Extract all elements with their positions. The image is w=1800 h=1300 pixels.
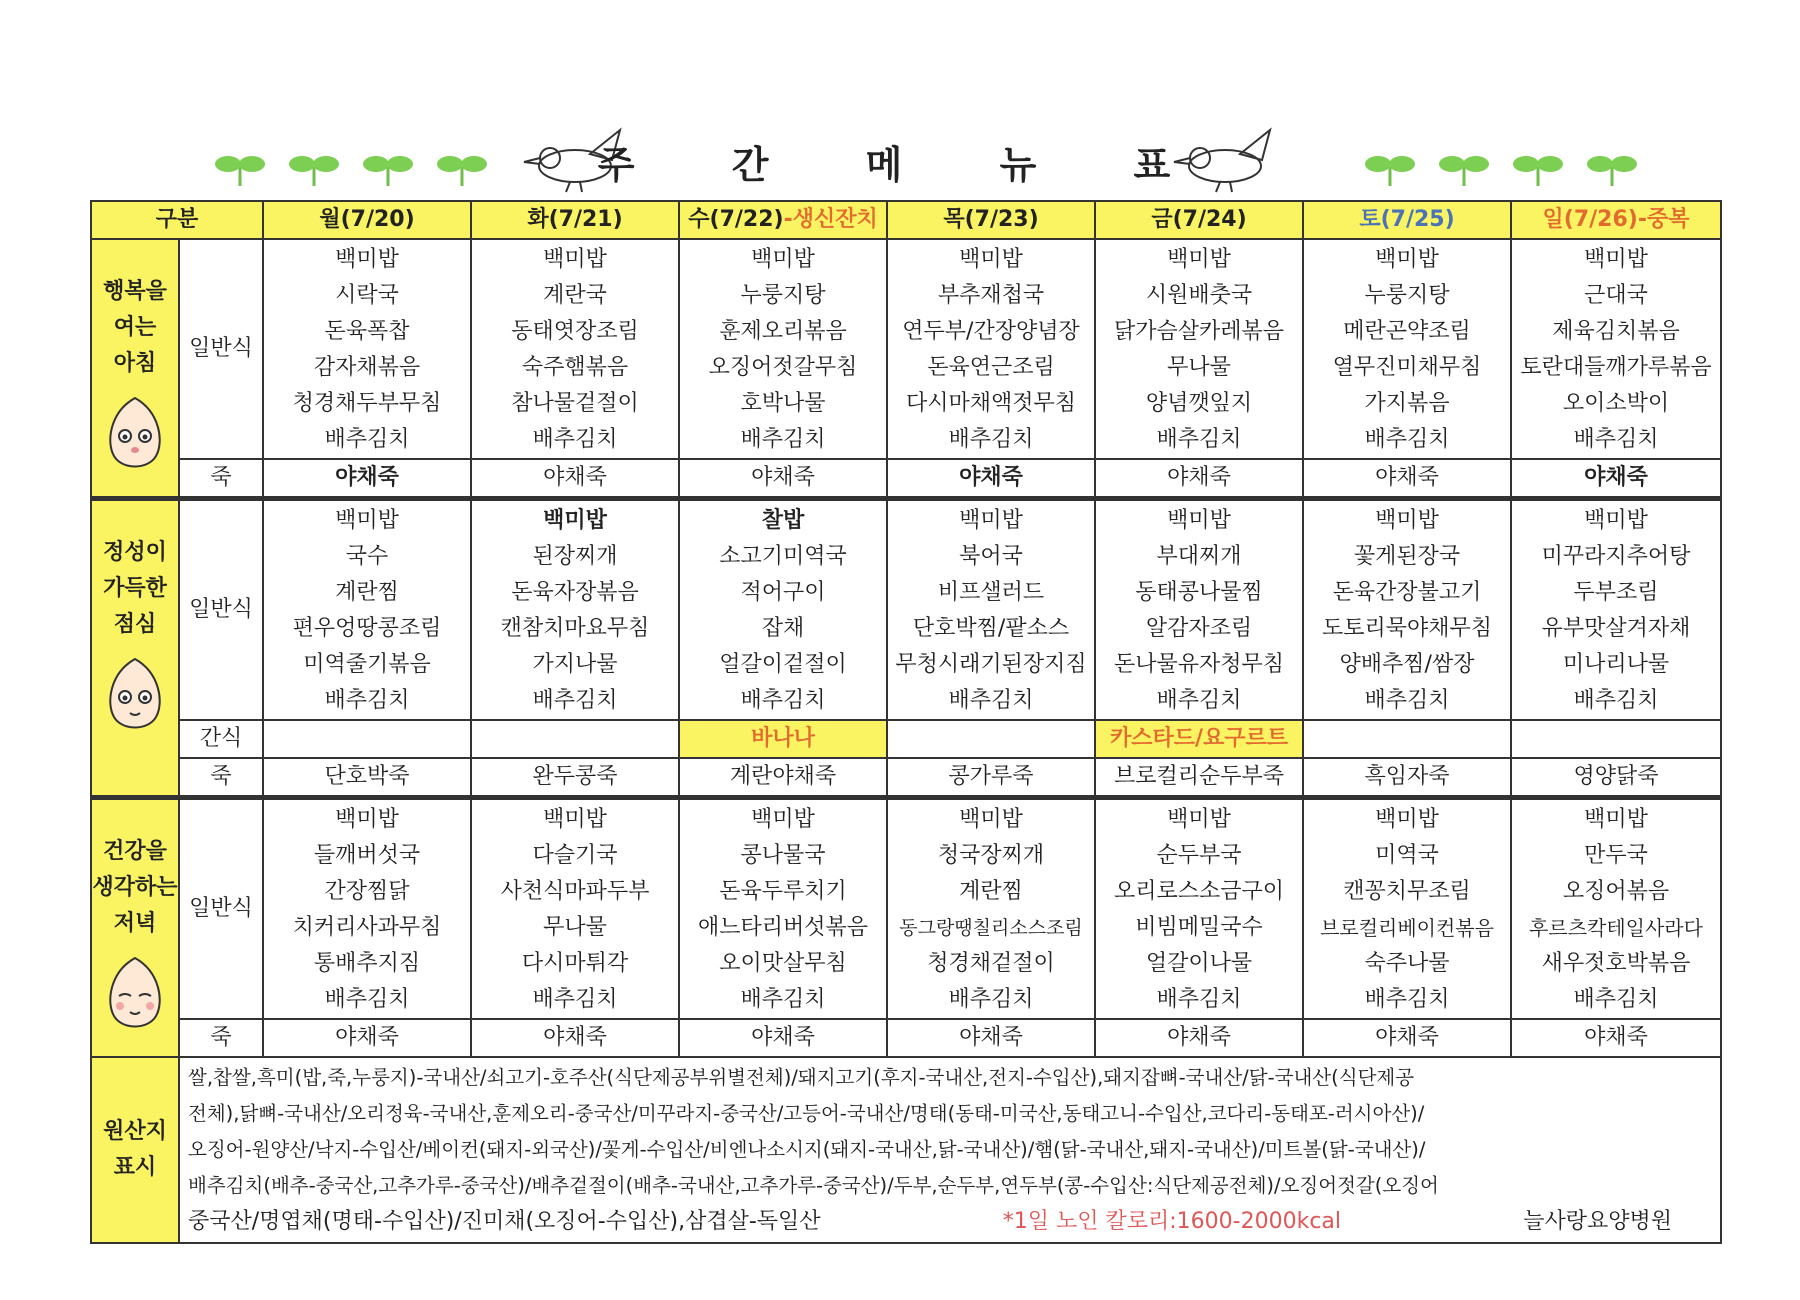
menu-item: 후르츠칵테일사라다 — [1529, 916, 1703, 940]
menu-item: 도토리묵야채무침 — [1322, 616, 1493, 641]
menu-item: 동그랑땡칠리소스조림 — [899, 917, 1083, 939]
lunch-juk-sat: 흑임자죽 — [1303, 758, 1511, 798]
sprout-decoration-right — [1360, 148, 1642, 188]
day-label: 토(7/25) — [1359, 207, 1455, 232]
meal-label-line: 여는 — [113, 315, 157, 340]
menu-item: 동태엿장조림 — [511, 319, 639, 344]
menu-item: 사천식마파두부 — [500, 879, 650, 904]
menu-item: 배추김치 — [532, 688, 618, 713]
menu-item: 백미밥 — [751, 247, 815, 272]
menu-item: 편우엉땅콩조림 — [292, 616, 442, 641]
meal-label-line: 가득한 — [103, 576, 167, 601]
menu-item: 백미밥 — [335, 508, 399, 533]
breakfast-juk-sun: 야채죽 — [1511, 459, 1721, 499]
dinner-fri — [1095, 798, 1303, 1020]
menu-item: 배추김치 — [532, 987, 618, 1012]
lunch-juk-thu: 콩가루죽 — [887, 758, 1095, 798]
menu-item: 백미밥 — [959, 247, 1023, 272]
snack-fri: 카스타드/요구르트 — [1095, 720, 1303, 758]
menu-item: 호박나물 — [740, 391, 826, 416]
juk-label: 죽 — [179, 758, 263, 798]
meal-label-line: 정성이 — [103, 540, 167, 565]
menu-item: 토란대들깨가루볶음 — [1520, 355, 1712, 380]
menu-item: 찰밥 — [761, 508, 805, 533]
day-header-sun — [1511, 201, 1721, 239]
lunch-mon — [263, 499, 471, 721]
breakfast-juk-tue: 야채죽 — [471, 459, 679, 499]
menu-item: 두부조림 — [1573, 580, 1659, 605]
menu-item: 배추김치 — [1573, 688, 1659, 713]
menu-item: 배추김치 — [1364, 688, 1450, 713]
day-header-fri — [1095, 201, 1303, 239]
menu-item: 백미밥 — [543, 508, 607, 533]
day-label: 금(7/24) — [1151, 207, 1247, 232]
menu-item: 알감자조림 — [1145, 616, 1253, 641]
day-label: 수(7/22) — [688, 207, 784, 232]
menu-item: 된장찌개 — [532, 544, 618, 569]
day-header-tue — [471, 201, 679, 239]
menu-item: 오리로스소금구이 — [1114, 879, 1285, 904]
day-header-mon — [263, 201, 471, 239]
meal-label-line: 아침 — [113, 351, 157, 376]
menu-item: 백미밥 — [1167, 807, 1231, 832]
category-header: 구분 — [91, 201, 263, 239]
juk-label: 죽 — [179, 1019, 263, 1057]
menu-item: 양념깻잎지 — [1145, 391, 1253, 416]
origin-footer — [188, 1204, 1712, 1240]
menu-item: 백미밥 — [543, 807, 607, 832]
menu-item: 무청시래기된장지짐 — [895, 652, 1087, 677]
breakfast-juk-fri: 야채죽 — [1095, 459, 1303, 499]
sprout-icon — [1582, 148, 1642, 188]
calorie-note: *1일 노인 칼로리:1600-2000kcal — [1002, 1209, 1342, 1234]
menu-item: 단호박찜/팥소스 — [912, 616, 1070, 641]
dinner-juk-fri: 야채죽 — [1095, 1019, 1303, 1057]
menu-item: 들깨버섯국 — [313, 843, 421, 868]
day-header-wed — [679, 201, 887, 239]
snack-thu — [887, 720, 1095, 758]
dinner-thu — [887, 798, 1095, 1020]
lunch-general-row — [91, 499, 1721, 721]
menu-item: 소고기미역국 — [719, 544, 847, 569]
origin-line: 배추김치(배추-중국산,고추가루-중국산)/배추겉절이(배추-국내산,고추가루-중국산)/두부,순두부,연두부(콩-수입산:식단제공전체)/오징어젓갈(오징어 — [188, 1174, 1439, 1197]
menu-item: 비빔메밀국수 — [1135, 915, 1263, 940]
dinner-juk-thu: 야채죽 — [887, 1019, 1095, 1057]
menu-item: 배추김치 — [1573, 427, 1659, 452]
menu-item: 배추김치 — [1364, 987, 1450, 1012]
menu-item: 청경채겉절이 — [927, 951, 1055, 976]
menu-item: 돈나물유자청무침 — [1114, 652, 1285, 677]
menu-item: 배추김치 — [948, 987, 1034, 1012]
menu-item: 시락국 — [335, 283, 399, 308]
dinner-mon — [263, 798, 471, 1020]
menu-item: 치커리사과무침 — [292, 915, 442, 940]
menu-item: 북어국 — [959, 544, 1023, 569]
origin-line: 오징어-원양산/낙지-수입산/베이컨(돼지-외국산)/꽃게-수입산/비엔나소시지(돼지-국내산,닭-국내산)/햄(닭-국내산,돼지-국내산)/미트볼(닭-국내산)/ — [188, 1138, 1426, 1161]
menu-item: 감자채볶음 — [313, 355, 421, 380]
menu-item: 미역줄기볶음 — [303, 652, 431, 677]
lunch-tue — [471, 499, 679, 721]
origin-line: 쌀,찹쌀,흑미(밥,죽,누룽지)-국내산/쇠고기-호주산(식단제공부위별전체)/돼지고기(후지-국내산,전지-수입산),돼지잡뼈-국내산/닭-국내산(식단제공 — [188, 1066, 1415, 1089]
dinner-juk-sun: 야채죽 — [1511, 1019, 1721, 1057]
origin-line: 중국산/명엽채(명태-수입산)/진미채(오징어-수입산),삼겹살-독일산 — [188, 1209, 821, 1234]
menu-item: 브로컬리베이컨볶음 — [1320, 916, 1494, 940]
menu-item: 백미밥 — [1584, 508, 1648, 533]
menu-item: 콩나물국 — [740, 843, 826, 868]
dinner-sat — [1303, 798, 1511, 1020]
menu-item: 배추김치 — [948, 427, 1034, 452]
weekly-menu-table — [90, 200, 1722, 1244]
day-header-sat — [1303, 201, 1511, 239]
menu-item: 배추김치 — [1156, 987, 1242, 1012]
breakfast-general-row — [91, 239, 1721, 459]
breakfast-juk-mon: 야채죽 — [263, 459, 471, 499]
menu-item: 배추김치 — [1156, 427, 1242, 452]
menu-item: 적어구이 — [740, 580, 826, 605]
menu-item: 백미밥 — [959, 508, 1023, 533]
general-meal-label: 일반식 — [179, 798, 263, 1020]
menu-item: 무나물 — [543, 915, 607, 940]
snack-sun — [1511, 720, 1721, 758]
menu-item: 백미밥 — [1375, 508, 1439, 533]
snack-label: 간식 — [179, 720, 263, 758]
menu-item: 얼갈이겉절이 — [719, 652, 847, 677]
menu-item: 오징어볶음 — [1562, 879, 1670, 904]
juk-label: 죽 — [179, 459, 263, 499]
menu-item: 통배추지짐 — [313, 951, 421, 976]
menu-item: 근대국 — [1584, 283, 1648, 308]
lunch-sat — [1303, 499, 1511, 721]
breakfast-wed — [679, 239, 887, 459]
menu-item: 다시마채액젓무침 — [906, 391, 1077, 416]
breakfast-fri — [1095, 239, 1303, 459]
sprout-icon — [1434, 148, 1494, 188]
menu-item: 계란찜 — [959, 879, 1023, 904]
menu-item: 돈육폭찹 — [324, 319, 410, 344]
menu-item: 무나물 — [1167, 355, 1231, 380]
menu-item: 오징어젓갈무침 — [708, 355, 858, 380]
menu-item: 백미밥 — [543, 247, 607, 272]
menu-item: 돈육간장불고기 — [1332, 580, 1482, 605]
menu-item: 배추김치 — [948, 688, 1034, 713]
breakfast-sun — [1511, 239, 1721, 459]
menu-item: 애느타리버섯볶음 — [698, 915, 869, 940]
menu-item: 메란곤약조림 — [1343, 319, 1471, 344]
breakfast-juk-thu: 야채죽 — [887, 459, 1095, 499]
menu-item: 누룽지탕 — [1364, 283, 1450, 308]
snack-sat — [1303, 720, 1511, 758]
menu-item: 숙주나물 — [1364, 951, 1450, 976]
menu-item: 순두부국 — [1156, 843, 1242, 868]
menu-item: 돈육두루치기 — [719, 879, 847, 904]
breakfast-mon — [263, 239, 471, 459]
day-label: 목(7/23) — [943, 207, 1039, 232]
menu-item: 배추김치 — [324, 427, 410, 452]
menu-item: 배추김치 — [532, 427, 618, 452]
menu-item: 제육김치볶음 — [1552, 319, 1680, 344]
special-event-label: -중복 — [1637, 207, 1690, 232]
menu-item: 얼갈이나물 — [1145, 951, 1253, 976]
menu-item: 배추김치 — [740, 987, 826, 1012]
menu-item: 닭가슴살카레볶음 — [1114, 319, 1285, 344]
breakfast-label — [91, 239, 179, 499]
menu-item: 가지볶음 — [1364, 391, 1450, 416]
lunch-label — [91, 499, 179, 798]
breakfast-tue — [471, 239, 679, 459]
dinner-juk-mon: 야채죽 — [263, 1019, 471, 1057]
peach-character-icon — [100, 653, 170, 733]
menu-item: 다시마튀각 — [521, 951, 629, 976]
breakfast-juk-sat: 야채죽 — [1303, 459, 1511, 499]
origin-info — [179, 1057, 1721, 1243]
peach-character-icon — [100, 392, 170, 472]
general-meal-label: 일반식 — [179, 239, 263, 459]
menu-item: 배추김치 — [1364, 427, 1450, 452]
menu-item: 배추김치 — [1156, 688, 1242, 713]
day-label: 일(7/26) — [1542, 207, 1638, 232]
menu-item: 만두국 — [1584, 843, 1648, 868]
menu-item: 배추김치 — [740, 688, 826, 713]
menu-item: 캔참치마요무침 — [500, 616, 650, 641]
dinner-wed — [679, 798, 887, 1020]
lunch-juk-tue: 완두콩죽 — [471, 758, 679, 798]
menu-item: 백미밥 — [751, 807, 815, 832]
menu-item: 간장찜닭 — [324, 879, 410, 904]
menu-item: 부추재첩국 — [937, 283, 1045, 308]
menu-item: 부대찌개 — [1156, 544, 1242, 569]
day-header-thu — [887, 201, 1095, 239]
menu-item: 백미밥 — [1375, 247, 1439, 272]
breakfast-thu — [887, 239, 1095, 459]
lunch-juk-fri: 브로컬리순두부죽 — [1095, 758, 1303, 798]
meal-label-line: 행복을 — [103, 279, 167, 304]
peach-character-icon — [100, 952, 170, 1032]
meal-label-line: 점심 — [113, 612, 157, 637]
menu-item: 백미밥 — [1375, 807, 1439, 832]
origin-label-line: 표시 — [113, 1155, 157, 1180]
dinner-juk-tue: 야채죽 — [471, 1019, 679, 1057]
menu-item: 숙주햄볶음 — [521, 355, 629, 380]
bird-icon — [1170, 124, 1290, 194]
origin-row — [91, 1057, 1721, 1243]
menu-item: 오이맛살무침 — [719, 951, 847, 976]
menu-item: 미꾸라지추어탕 — [1541, 544, 1691, 569]
dinner-juk-wed: 야채죽 — [679, 1019, 887, 1057]
day-label: 월(7/20) — [319, 207, 415, 232]
menu-item: 배추김치 — [324, 688, 410, 713]
menu-item: 연두부/간장양념장 — [902, 319, 1080, 344]
menu-item: 백미밥 — [335, 807, 399, 832]
dinner-juk-sat: 야채죽 — [1303, 1019, 1511, 1057]
menu-item: 백미밥 — [1167, 247, 1231, 272]
breakfast-juk-wed: 야채죽 — [679, 459, 887, 499]
menu-item: 돈육연근조림 — [927, 355, 1055, 380]
menu-item: 계란국 — [543, 283, 607, 308]
menu-item: 배추김치 — [1573, 987, 1659, 1012]
special-event-label: -생신잔치 — [783, 207, 878, 232]
dinner-general-row — [91, 798, 1721, 1020]
meal-label-line: 저녁 — [113, 911, 157, 936]
menu-item: 새우젓호박볶음 — [1541, 951, 1691, 976]
menu-item: 비프샐러드 — [937, 580, 1045, 605]
menu-item: 훈제오리볶음 — [719, 319, 847, 344]
breakfast-juk-row — [91, 459, 1721, 499]
page-title: 주 간 메 뉴 표 — [597, 143, 1213, 187]
lunch-juk-row — [91, 758, 1721, 798]
dinner-tue — [471, 798, 679, 1020]
lunch-juk-wed: 계란야채죽 — [679, 758, 887, 798]
menu-item: 백미밥 — [1584, 247, 1648, 272]
menu-item: 시원배춧국 — [1145, 283, 1253, 308]
menu-item: 열무진미채무침 — [1332, 355, 1482, 380]
menu-item: 오이소박이 — [1562, 391, 1670, 416]
menu-item: 누룽지탕 — [740, 283, 826, 308]
dinner-sun — [1511, 798, 1721, 1020]
menu-item: 양배추찜/쌈장 — [1339, 652, 1475, 677]
menu-item: 백미밥 — [959, 807, 1023, 832]
menu-item: 꽃게된장국 — [1353, 544, 1461, 569]
header — [90, 120, 1720, 200]
snack-tue — [471, 720, 679, 758]
dinner-label — [91, 798, 179, 1058]
meal-label-line: 생각하는 — [92, 875, 178, 900]
menu-item: 다슬기국 — [532, 843, 618, 868]
origin-label-line: 원산지 — [103, 1119, 167, 1144]
dinner-juk-row — [91, 1019, 1721, 1057]
menu-item: 가지나물 — [532, 652, 618, 677]
menu-item: 청국장찌개 — [937, 843, 1045, 868]
lunch-juk-sun: 영양닭죽 — [1511, 758, 1721, 798]
menu-item: 잡채 — [761, 616, 805, 641]
lunch-juk-mon: 단호박죽 — [263, 758, 471, 798]
menu-item: 배추김치 — [324, 987, 410, 1012]
sprout-icon — [1508, 148, 1568, 188]
menu-item: 돈육자장볶음 — [511, 580, 639, 605]
snack-wed: 바나나 — [679, 720, 887, 758]
origin-line: 전체),닭뼈-국내산/오리정육-국내산,훈제오리-중국산/미꾸라지-중국산/고등어-국내산/명태(동태-미국산,동태고니-수입산,코다리-동태포-러시아산)/ — [188, 1102, 1425, 1125]
breakfast-sat — [1303, 239, 1511, 459]
hospital-name: 늘사랑요양병원 — [1523, 1209, 1672, 1234]
menu-item: 동태콩나물찜 — [1135, 580, 1263, 605]
menu-item: 백미밥 — [335, 247, 399, 272]
menu-item: 국수 — [345, 544, 389, 569]
lunch-thu — [887, 499, 1095, 721]
menu-item: 미역국 — [1375, 843, 1439, 868]
snack-mon — [263, 720, 471, 758]
menu-item: 미나리나물 — [1562, 652, 1670, 677]
sprout-icon — [1360, 148, 1420, 188]
meal-label-line: 건강을 — [103, 839, 167, 864]
menu-item: 참나물겉절이 — [511, 391, 639, 416]
menu-item: 유부맛살겨자채 — [1541, 616, 1691, 641]
origin-label — [91, 1057, 179, 1243]
menu-item: 캔꽁치무조림 — [1343, 879, 1471, 904]
menu-item: 청경채두부무침 — [292, 391, 442, 416]
lunch-snack-row — [91, 720, 1721, 758]
lunch-sun — [1511, 499, 1721, 721]
menu-item: 백미밥 — [1167, 508, 1231, 533]
menu-item: 계란찜 — [335, 580, 399, 605]
day-label: 화(7/21) — [527, 207, 623, 232]
menu-item: 백미밥 — [1584, 807, 1648, 832]
lunch-wed — [679, 499, 887, 721]
header-row — [91, 201, 1721, 239]
lunch-fri — [1095, 499, 1303, 721]
general-meal-label: 일반식 — [179, 499, 263, 721]
menu-item: 배추김치 — [740, 427, 826, 452]
